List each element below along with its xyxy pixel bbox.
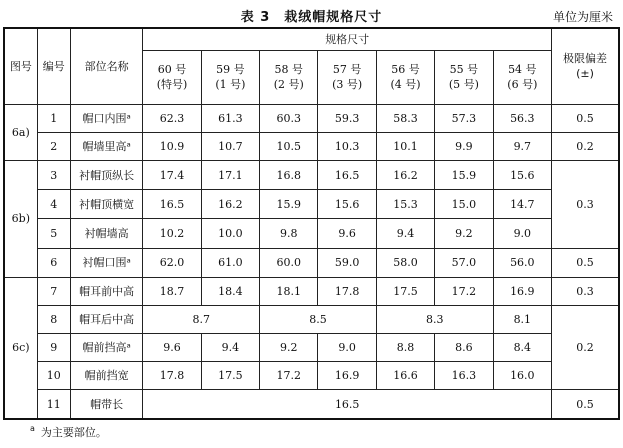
value-cell: 16.5 xyxy=(143,190,201,219)
value-cell: 10.9 xyxy=(143,133,201,161)
value-cell: 17.8 xyxy=(318,277,376,305)
part-name: 帽耳后中高 xyxy=(70,305,142,333)
footnote-mark: a xyxy=(30,424,35,434)
row-num: 1 xyxy=(37,104,70,132)
size-code: (6 号) xyxy=(507,78,538,92)
row-num: 7 xyxy=(37,277,70,305)
part-name: 衬帽口围ᵃ xyxy=(70,248,142,277)
value-cell: 9.0 xyxy=(493,219,551,248)
header-tolerance-label: 极限偏差 xyxy=(563,52,608,66)
value-cell: 15.9 xyxy=(260,190,318,219)
size-header xyxy=(493,50,551,104)
size-header xyxy=(143,50,201,104)
size-number: 54 号 xyxy=(508,63,537,77)
tolerance-cell: 0.2 xyxy=(552,305,619,389)
value-cell: 10.0 xyxy=(201,219,259,248)
tolerance-cell: 0.2 xyxy=(552,133,619,161)
header-row-1 xyxy=(4,28,619,50)
table-row xyxy=(4,219,619,248)
value-cell: 16.2 xyxy=(201,190,259,219)
value-cell: 16.9 xyxy=(318,362,376,390)
size-number: 55 号 xyxy=(449,63,479,77)
header-spec: 规格尺寸 xyxy=(143,28,552,50)
value-cell: 10.3 xyxy=(318,133,376,161)
value-cell: 14.7 xyxy=(493,190,551,219)
value-cell: 16.3 xyxy=(435,362,493,390)
size-code: (1 号) xyxy=(215,78,246,92)
size-number: 57 号 xyxy=(332,63,362,77)
value-cell: 56.0 xyxy=(493,248,551,277)
row-num: 8 xyxy=(37,305,70,333)
value-cell: 60.3 xyxy=(260,104,318,132)
row-num: 11 xyxy=(37,390,70,419)
value-cell: 16.2 xyxy=(376,161,434,190)
value-cell: 8.6 xyxy=(435,334,493,362)
value-cell: 17.8 xyxy=(143,362,201,390)
value-cell: 10.1 xyxy=(376,133,434,161)
value-cell: 61.0 xyxy=(201,248,259,277)
table-row xyxy=(4,133,619,161)
part-name: 帽耳前中高 xyxy=(70,277,142,305)
row-num: 4 xyxy=(37,190,70,219)
value-cell: 9.7 xyxy=(493,133,551,161)
value-cell: 9.9 xyxy=(435,133,493,161)
size-code: (5 号) xyxy=(448,78,479,92)
value-cell: 61.3 xyxy=(201,104,259,132)
footnote xyxy=(30,424,107,440)
value-cell: 57.0 xyxy=(435,248,493,277)
value-cell: 17.4 xyxy=(143,161,201,190)
tolerance-cell: 0.3 xyxy=(552,277,619,305)
size-code: (特号) xyxy=(156,78,188,92)
value-cell: 62.0 xyxy=(143,248,201,277)
group-cell: 6a) xyxy=(4,104,37,160)
value-cell: 16.9 xyxy=(493,277,551,305)
table-row xyxy=(4,248,619,277)
size-header xyxy=(260,50,318,104)
part-name: 帽前挡宽 xyxy=(70,362,142,390)
value-cell: 18.4 xyxy=(201,277,259,305)
row-num: 2 xyxy=(37,133,70,161)
value-cell: 10.5 xyxy=(260,133,318,161)
table-row xyxy=(4,305,619,333)
value-cell: 56.3 xyxy=(493,104,551,132)
value-cell: 16.6 xyxy=(376,362,434,390)
table-row xyxy=(4,161,619,190)
size-code: (3 号) xyxy=(332,78,363,92)
size-number: 59 号 xyxy=(216,63,245,77)
tolerance-cell: 0.5 xyxy=(552,390,619,419)
table-row xyxy=(4,362,619,390)
value-cell: 9.8 xyxy=(260,219,318,248)
value-cell: 8.7 xyxy=(143,305,260,333)
value-cell: 8.8 xyxy=(376,334,434,362)
value-cell: 9.4 xyxy=(201,334,259,362)
value-cell: 9.4 xyxy=(376,219,434,248)
tolerance-cell: 0.5 xyxy=(552,248,619,277)
size-header xyxy=(376,50,434,104)
value-cell: 16.0 xyxy=(493,362,551,390)
table-title: 表 3 栽绒帽规格尺寸 xyxy=(240,10,383,25)
value-cell: 9.2 xyxy=(260,334,318,362)
tolerance-cell: 0.5 xyxy=(552,104,619,132)
value-cell: 17.5 xyxy=(201,362,259,390)
part-name: 帽墙里高ᵃ xyxy=(70,133,142,161)
value-cell: 59.0 xyxy=(318,248,376,277)
value-cell: 8.4 xyxy=(493,334,551,362)
footnote-text: 为主要部位。 xyxy=(40,426,107,439)
size-number: 60 号 xyxy=(157,63,187,77)
value-cell: 17.2 xyxy=(435,277,493,305)
header-part: 部位名称 xyxy=(70,28,142,104)
value-cell: 8.3 xyxy=(376,305,493,333)
value-cell: 58.0 xyxy=(376,248,434,277)
value-cell: 62.3 xyxy=(143,104,201,132)
size-header xyxy=(201,50,259,104)
header-tolerance xyxy=(552,28,619,104)
part-name: 帽带长 xyxy=(70,390,142,419)
part-name: 帽口内围ᵃ xyxy=(70,104,142,132)
value-cell: 16.5 xyxy=(143,390,552,419)
part-name: 衬帽顶纵长 xyxy=(70,161,142,190)
part-name: 衬帽顶横宽 xyxy=(70,190,142,219)
value-cell: 8.1 xyxy=(493,305,551,333)
value-cell: 18.1 xyxy=(260,277,318,305)
unit-label: 单位为厘米 xyxy=(552,10,613,24)
spec-table xyxy=(3,27,620,420)
table-row xyxy=(4,104,619,132)
table-row xyxy=(4,334,619,362)
header-num: 编号 xyxy=(37,28,70,104)
value-cell: 59.3 xyxy=(318,104,376,132)
title-bar xyxy=(0,0,623,28)
value-cell: 9.6 xyxy=(318,219,376,248)
value-cell: 58.3 xyxy=(376,104,434,132)
value-cell: 60.0 xyxy=(260,248,318,277)
value-cell: 15.9 xyxy=(435,161,493,190)
size-number: 58 号 xyxy=(274,63,304,77)
value-cell: 16.5 xyxy=(318,161,376,190)
value-cell: 17.5 xyxy=(376,277,434,305)
value-cell: 9.0 xyxy=(318,334,376,362)
value-cell: 17.1 xyxy=(201,161,259,190)
table-row xyxy=(4,390,619,419)
value-cell: 10.2 xyxy=(143,219,201,248)
size-code: (4 号) xyxy=(390,78,421,92)
value-cell: 17.2 xyxy=(260,362,318,390)
part-name: 帽前挡高ᵃ xyxy=(70,334,142,362)
value-cell: 57.3 xyxy=(435,104,493,132)
value-cell: 15.0 xyxy=(435,190,493,219)
value-cell: 15.6 xyxy=(493,161,551,190)
header-group: 图号 xyxy=(4,28,37,104)
size-number: 56 号 xyxy=(391,63,420,77)
value-cell: 16.8 xyxy=(260,161,318,190)
value-cell: 9.6 xyxy=(143,334,201,362)
part-name: 衬帽墙高 xyxy=(70,219,142,248)
group-cell: 6c) xyxy=(4,277,37,419)
value-cell: 8.5 xyxy=(260,305,377,333)
value-cell: 18.7 xyxy=(143,277,201,305)
group-cell: 6b) xyxy=(4,161,37,278)
size-header xyxy=(435,50,493,104)
row-num: 3 xyxy=(37,161,70,190)
header-tolerance-sub: (±) xyxy=(576,67,594,81)
size-code: (2 号) xyxy=(273,78,304,92)
size-header xyxy=(318,50,376,104)
table-row xyxy=(4,190,619,219)
value-cell: 15.6 xyxy=(318,190,376,219)
row-num: 5 xyxy=(37,219,70,248)
row-num: 10 xyxy=(37,362,70,390)
row-num: 9 xyxy=(37,334,70,362)
table-row xyxy=(4,277,619,305)
value-cell: 15.3 xyxy=(376,190,434,219)
tolerance-cell: 0.3 xyxy=(552,161,619,248)
value-cell: 10.7 xyxy=(201,133,259,161)
value-cell: 9.2 xyxy=(435,219,493,248)
row-num: 6 xyxy=(37,248,70,277)
